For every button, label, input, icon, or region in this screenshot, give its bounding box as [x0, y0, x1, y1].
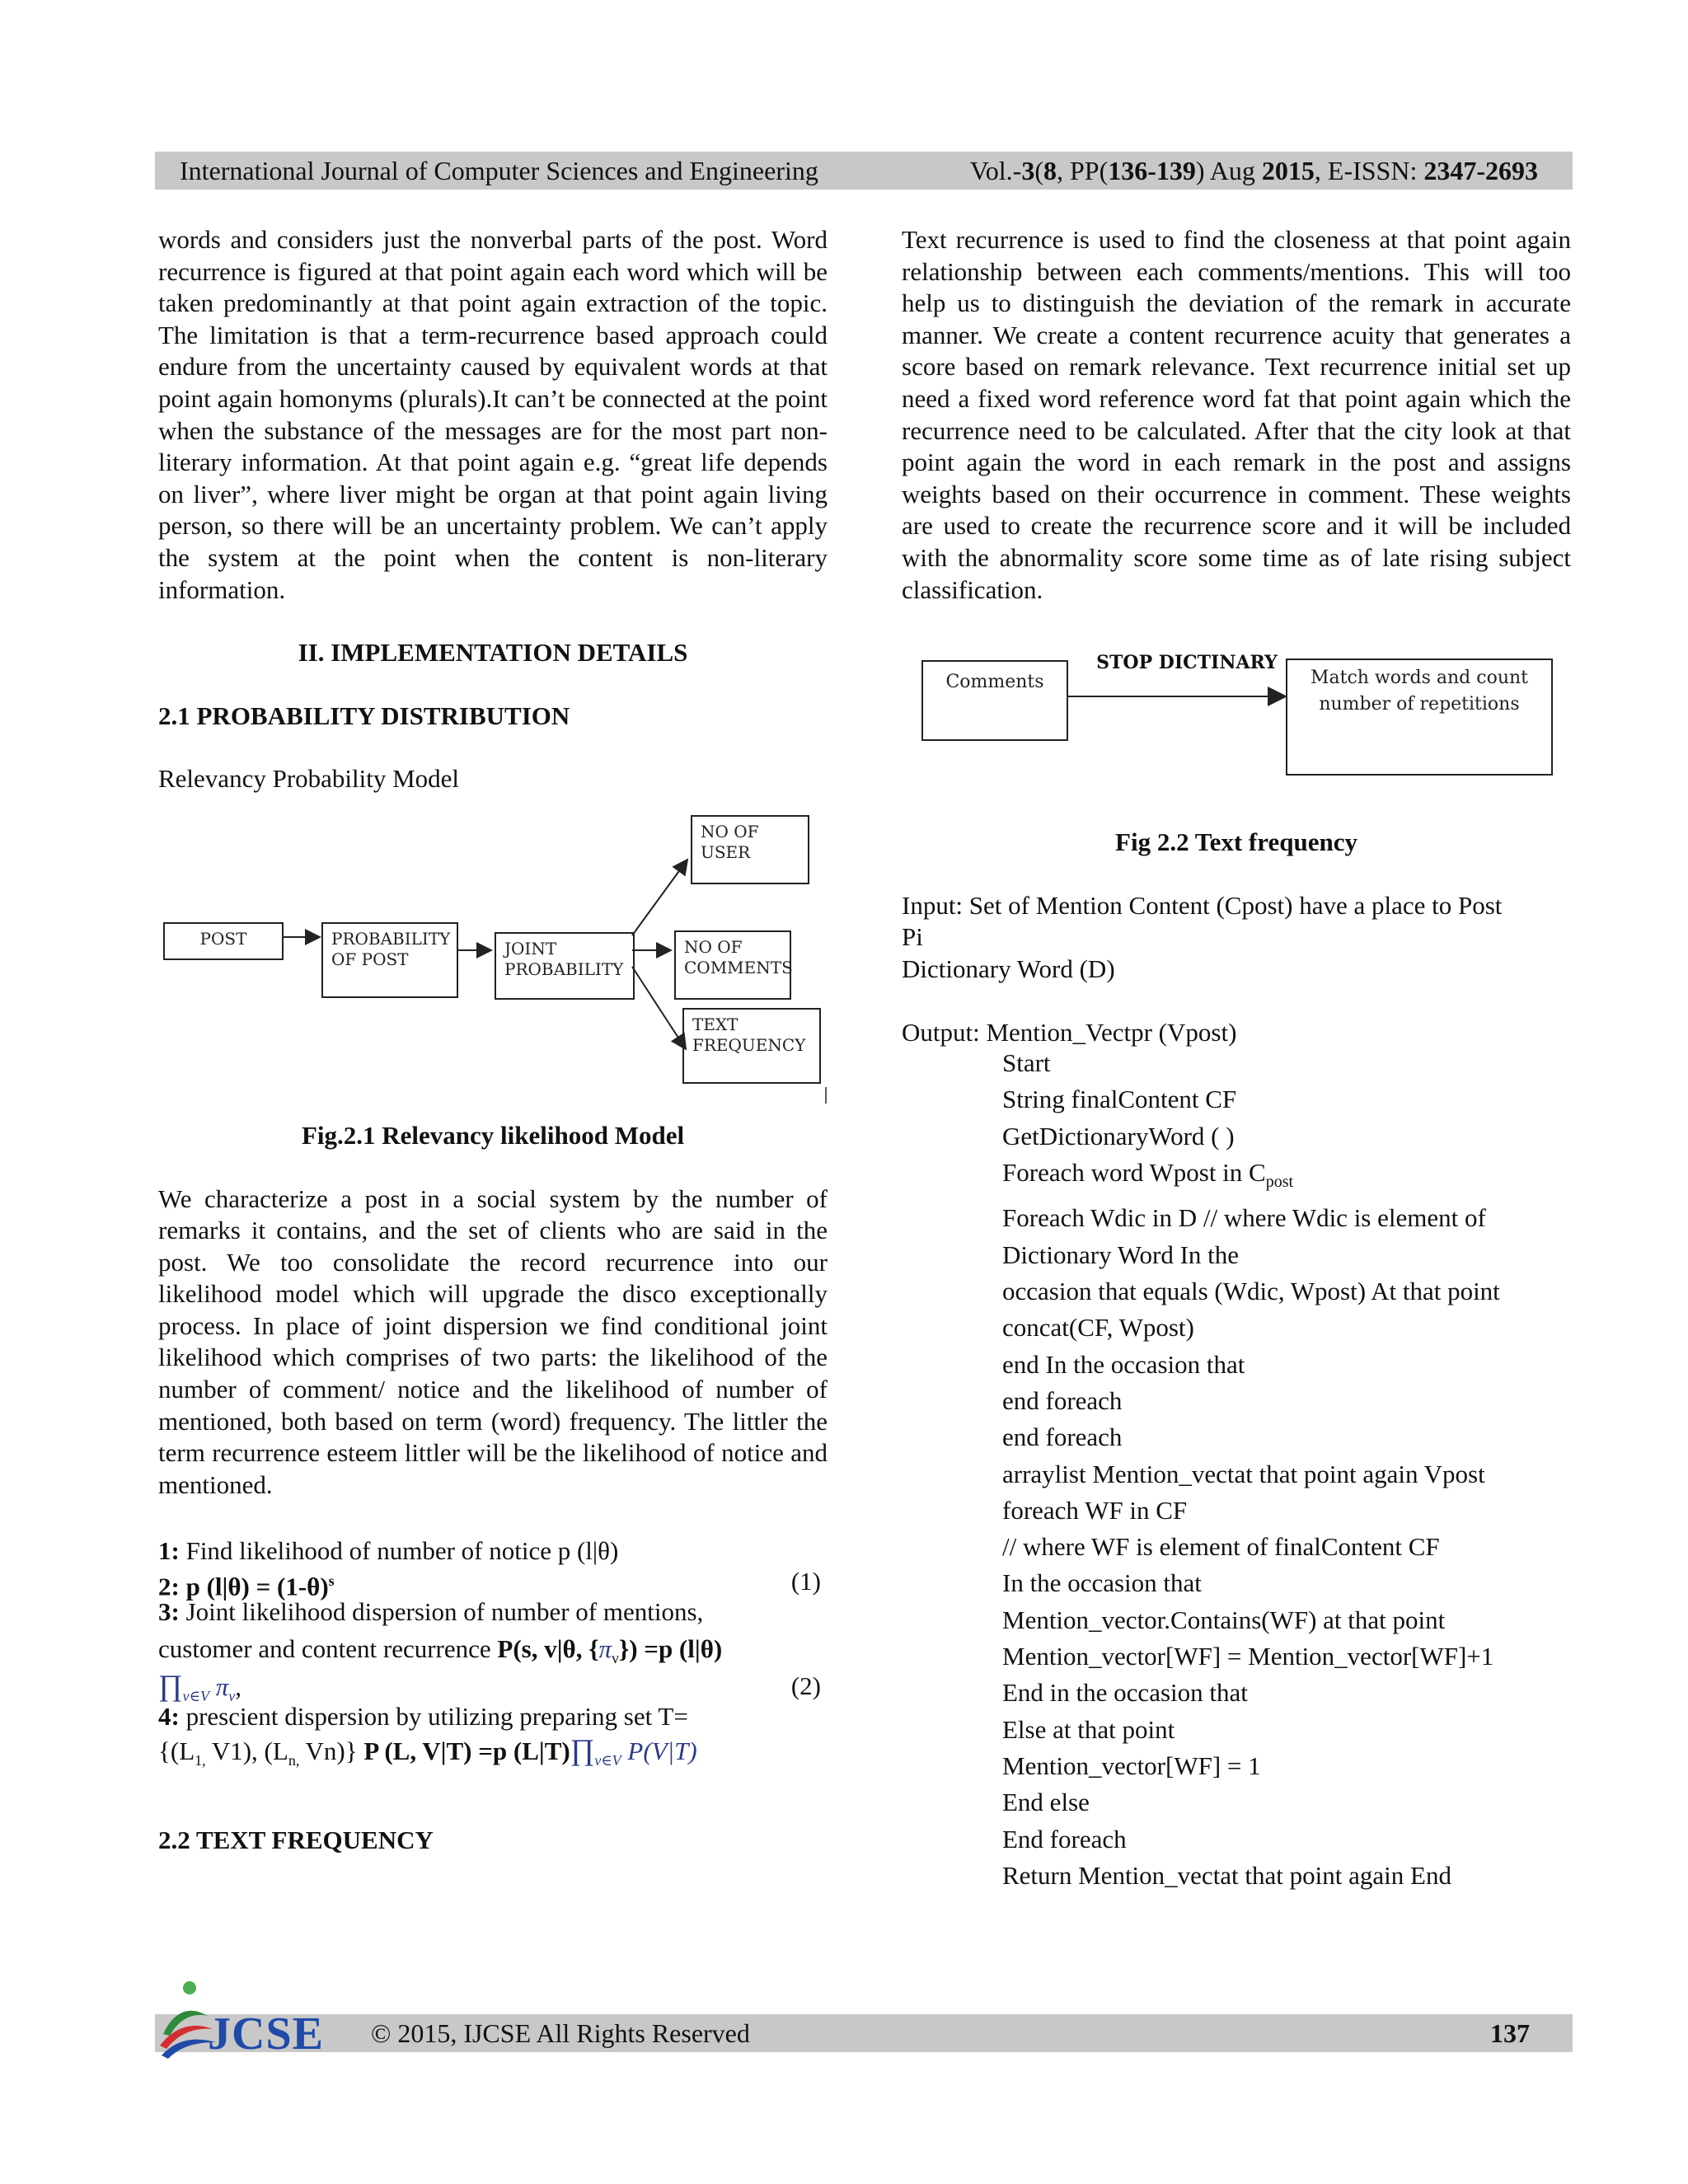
algo-line: End else: [1002, 1788, 1090, 1817]
algo-line: Foreach word Wpost in $C_{post}$: [1002, 1157, 1294, 1192]
algo-line: arraylist Mention_vectat that point again Vpost: [1002, 1459, 1485, 1488]
stop-dictionary-label: STOP DICTINARY: [1096, 652, 1278, 674]
algo-line: Foreach Wdic in D // where Wdic is element of: [1002, 1203, 1486, 1233]
algo-line: Mention_vector[WF] = Mention_vector[WF]+1: [1002, 1642, 1494, 1671]
algo-line: end In the occasion that: [1002, 1349, 1245, 1379]
algo-line: // where WF is element of finalContent CF: [1002, 1532, 1440, 1562]
match-words-box: Match words and count number of repetitions: [1286, 658, 1553, 776]
intro-paragraph: words and considers just the nonverbal parts of the post. Word recurrence is figured at that point again each word which will be taken predominantly at that point again extraction of the topic. The limitation is that a term-recurrence based approach could endure from the uncertainty caused by equivalent words at that point again homonyms (plurals).It can’t be connected at the point when the substance of the messages are for the most part non-literary information. At that point again e.g. “great life depends on liver”, where liver might be organ at that point again living person, so there will be an uncertainty problem. We can’t apply the system at the point when the content is non-literary information.: [158, 225, 828, 604]
section-heading: II. IMPLEMENTATION DETAILS: [298, 638, 688, 668]
algo-line: end foreach: [1002, 1422, 1123, 1452]
step-3-product: $\prod_{v\in V}$ $\pi_v$, (2): [158, 1669, 821, 1705]
algo-line: concat(CF, Wpost): [1002, 1313, 1194, 1343]
step-4: 4: prescient dispersion by utilizing preparing set T=: [158, 1702, 688, 1732]
algo-line: End foreach: [1002, 1824, 1127, 1854]
model-label: Relevancy Probability Model: [158, 764, 460, 794]
equation-number-1: (1): [790, 1567, 821, 1596]
algo-line: Start: [1002, 1048, 1051, 1078]
page-number: 137: [1490, 2018, 1530, 2048]
no-of-comments-box: NO OF COMMENTS: [674, 930, 791, 1000]
running-header: [155, 152, 1573, 190]
algo-line: GetDictionaryWord ( ): [1002, 1121, 1235, 1151]
equation-number-2: (2): [790, 1671, 821, 1701]
right-column: [902, 224, 1571, 1894]
logo-text: JCSE: [208, 2008, 324, 2060]
input-line: Input: Set of Mention Content (Cpost) have a place to Post: [902, 890, 1503, 920]
text-recurrence-paragraph: Text recurrence is used to find the closeness at that point again relationship between each comments/mentions. This will too help us to distinguish the deviation of the remark in accurate manner. We create a content recurrence acuity that generates a score based on remark relevance. Text recurrence initial set up need a fixed word reference word fat that point again which the recurrence need to be calculated. After that the city look at that point again the word in each remark in the post and assigns weights based on their occurrence in comment. These weights are used to create the recurrence score and it will be included with the abnormality score some time as of late rising subject classification.: [902, 225, 1571, 604]
running-footer: [155, 2014, 1573, 2052]
figure-2-2-caption: Fig 2.2 Text frequency: [1115, 827, 1357, 857]
subsection-heading-probability: 2.1 PROBABILITY DISTRIBUTION: [158, 701, 570, 730]
step-4-formula: {($L_{1,}$ V1), ($L_{n,}$ Vn)} P (L, V|T) =p $(L|T)\prod_{v\in V}$ P(V|T): [158, 1733, 697, 1769]
algorithm-listing: [902, 1045, 1571, 1894]
text-frequency-diagram: [902, 647, 1571, 784]
step-2: 2: p $(l|\theta) = (1-\theta)^s$ (1): [158, 1564, 828, 1598]
input-line-continued: Pi: [902, 922, 923, 952]
step-3: 3: Joint likelihood dispersion of number of mentions,: [158, 1597, 704, 1627]
algo-line: end foreach: [1002, 1385, 1123, 1415]
relevancy-model-diagram: [158, 810, 828, 1123]
algo-line: String finalContent CF: [1002, 1085, 1237, 1114]
algo-line: Else at that point: [1002, 1714, 1175, 1744]
algo-line: In the occasion that: [1002, 1568, 1202, 1598]
arrow-joint-to-user: [632, 860, 687, 935]
volume-info: Vol.-3(8, PP(136-139) Aug 2015, E-ISSN: 2347-2693: [969, 156, 1538, 185]
post-box: POST: [163, 922, 284, 960]
algo-line: End in the occasion that: [1002, 1678, 1248, 1708]
step-3-formula: customer and content recurrence P(s, v|θ, $\{\pi_v\}) =p$ (l|θ): [158, 1634, 723, 1667]
copyright-notice: © 2015, IJCSE All Rights Reserved: [371, 2018, 750, 2048]
algo-line: Mention_vector.Contains(WF) at that point: [1002, 1605, 1446, 1634]
dictionary-line: Dictionary Word (D): [902, 954, 1115, 983]
equation-steps: [158, 1534, 828, 1767]
ijcse-logo: [158, 1976, 324, 2060]
joint-probability-box: JOINT PROBABILITY: [495, 932, 635, 1000]
comments-box: Comments: [921, 660, 1068, 741]
output-line: Output: Mention_Vectpr (Vpost): [902, 1017, 1237, 1047]
algo-line: Return Mention_vectat that point again End: [1002, 1860, 1451, 1890]
text-frequency-box: TEXT FREQUENCY: [682, 1008, 821, 1084]
left-column: [158, 224, 828, 1857]
algo-line: foreach WF in CF: [1002, 1495, 1188, 1525]
model-description-paragraph: We characterize a post in a social system by the number of remarks it contains, and the set of clients who are said in the post. We too consolidate the record recurrence into our likelihood model which will upgrade the disco exceptionally process. In place of joint dispersion we find conditional joint likelihood which comprises of two parts: the likelihood of the number of comment/ notice and the likelihood of number of mentioned, both based on term (word) frequency. The littler the term recurrence esteem littler will be the likelihood of notice and mentioned.: [158, 1183, 828, 1499]
probability-of-post-box: PROBABILITY OF POST: [321, 922, 458, 998]
journal-name: International Journal of Computer Sciences and Engineering: [180, 156, 818, 185]
no-of-user-box: NO OF USER: [691, 815, 809, 884]
algo-line: Mention_vector[WF] = 1: [1002, 1750, 1261, 1780]
algo-line: occasion that equals (Wdic, Wpost) At that point: [1002, 1277, 1500, 1306]
subsection-heading-text-frequency: 2.2 TEXT FREQUENCY: [158, 1825, 434, 1855]
algo-line: Dictionary Word In the: [1002, 1240, 1240, 1269]
figure-2-1-caption: Fig.2.1 Relevancy likelihood Model: [301, 1120, 685, 1150]
step-1: 1: Find likelihood of number of notice p (l|θ): [158, 1536, 619, 1566]
